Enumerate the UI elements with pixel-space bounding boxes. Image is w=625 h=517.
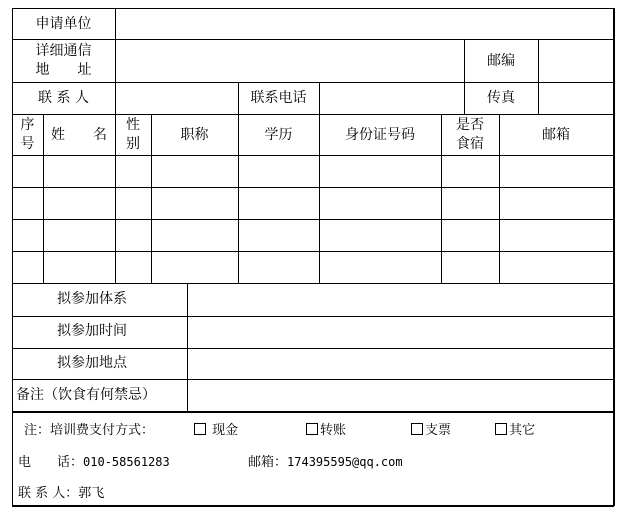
- header-email: 邮箱: [542, 127, 570, 143]
- rule: [12, 348, 614, 349]
- time-label: 拟参加时间: [57, 323, 127, 339]
- header-name: 姓 名: [51, 127, 107, 143]
- footer-contact-value: 郭飞: [78, 486, 105, 501]
- rule: [12, 114, 614, 115]
- payment-option-cheque[interactable]: [411, 419, 451, 438]
- phone-label: 联系电话: [250, 90, 307, 106]
- header-title: 职称: [180, 127, 209, 143]
- payment-option-other[interactable]: [495, 419, 535, 438]
- address-label-line2: 地 址: [35, 62, 92, 78]
- address-label-line1: 详细通信: [35, 43, 92, 59]
- payment-option-label: 支票: [425, 423, 452, 438]
- header-id-number: 身份证号码: [345, 127, 415, 143]
- rule: [12, 39, 614, 40]
- footer-contact-label: 联 系 人：: [18, 486, 79, 501]
- rule: [12, 316, 614, 317]
- payment-method-label: 注：培训费支付方式：: [24, 423, 155, 438]
- rule: [115, 8, 116, 114]
- payment-option-cash[interactable]: [194, 419, 238, 438]
- registration-form: [12, 8, 614, 506]
- remarks-label: 备注（饮食有何禁忌）: [16, 387, 156, 403]
- rule: [12, 219, 614, 220]
- place-label: 拟参加地点: [57, 355, 127, 371]
- payment-option-transfer[interactable]: [306, 419, 346, 438]
- rule: [12, 283, 614, 284]
- header-gender-line2: 别: [126, 136, 140, 152]
- rule: [319, 82, 320, 114]
- postcode-label: 邮编: [487, 53, 515, 69]
- fax-label: 传真: [487, 90, 515, 106]
- payment-option-label: 转账: [320, 423, 347, 438]
- border-bottom: [12, 505, 614, 507]
- footer-contact-line: [18, 482, 104, 501]
- rule: [12, 82, 614, 83]
- payment-option-label: 其它: [509, 423, 536, 438]
- header-education: 学历: [264, 127, 293, 143]
- footer-phone-label: 电 话：: [18, 455, 84, 470]
- footer-phone-value: 010-58561283: [83, 455, 170, 469]
- applicant-unit-label: 申请单位: [35, 16, 92, 32]
- rule: [12, 411, 614, 413]
- rule: [12, 187, 614, 188]
- rule: [12, 379, 614, 380]
- checkbox-icon: [411, 423, 423, 435]
- footer-phone-line: [18, 451, 170, 470]
- header-seq-line1: 序: [20, 117, 35, 133]
- checkbox-icon: [194, 423, 206, 435]
- header-gender-line1: 性: [126, 117, 140, 133]
- system-label: 拟参加体系: [57, 291, 127, 307]
- footer-email-label: 邮箱：: [248, 455, 288, 470]
- rule: [538, 39, 539, 114]
- footer-email-line: [248, 451, 403, 470]
- contact-label: 联 系 人: [38, 90, 89, 106]
- checkbox-icon: [495, 423, 507, 435]
- header-lodging-line2: 食宿: [456, 136, 484, 152]
- payment-option-label: 现金: [212, 423, 239, 438]
- checkbox-icon: [306, 423, 318, 435]
- footer-email-value: 174395595@qq.com: [287, 455, 403, 469]
- header-lodging-line1: 是否: [456, 117, 484, 133]
- header-seq-line2: 号: [20, 136, 35, 152]
- border-top: [12, 8, 614, 9]
- rule: [187, 283, 188, 411]
- rule: [12, 251, 614, 252]
- rule: [12, 155, 614, 156]
